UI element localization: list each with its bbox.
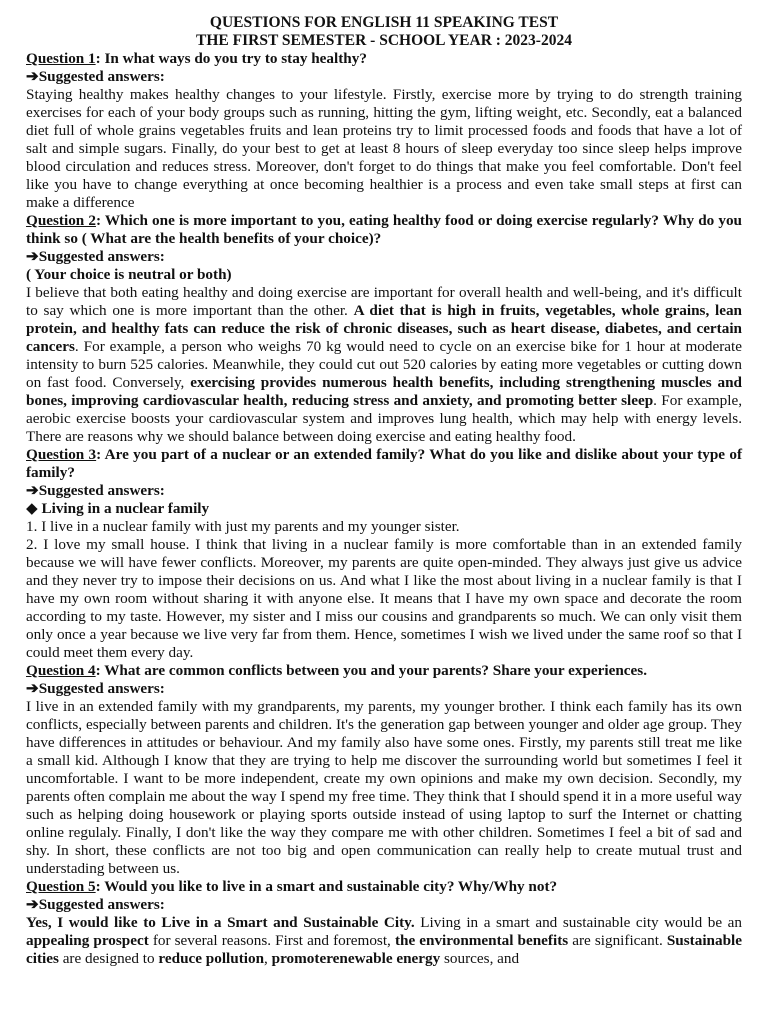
answer-5-part-5: , [264, 950, 272, 967]
question-4-number: Question 4 [26, 662, 96, 679]
answer-1: Staying healthy makes healthy changes to your lifestyle. Firstly, exercise more by trying to do strength training exercises for each of your body groups such as running, hitting the gym, lifting weight, etc. Secondly, eat a balanced diet full of whole grains vegetables fruits and lean proteins try to limit processed foods and foods that have a lot of salt and simple sugars. Finally, do your best to get at least 8 hours of sleep everyday too since sleep helps improve blood circulation and reduces stress. Moreover, don't forget to do things that make you feel comfortable. Don't feel like you have to change everything at once becoming healthier is a process and even take small steps at first can make a difference [26, 86, 742, 211]
bullet-nuclear-family: ◆ Living in a nuclear family [26, 500, 210, 517]
question-2 [26, 212, 742, 248]
answer-5-part-4: are designed to [58, 950, 159, 967]
answer-2-part-1: I believe that both eating healthy and doing exercise are important for overall health and well-being, and it's difficult to say which one is more important than the other. [26, 284, 742, 319]
question-3-number: Question 3 [26, 446, 97, 463]
answer-3-item-1: 1. I live in a nuclear family with just my parents and my younger sister. [26, 518, 460, 535]
answer-4: I live in an extended family with my grandparents, my parents, my younger brother. I think each family has its own conflicts, especially between parents and children. It's the generation gap between younger and older age group. They have differences in attitudes or behaviour. And my family also have some ones. Firstly, my parents still treat me like a small kid. Although I know that they are trying to help me discover the surrounding world but sometimes I feel it uncomfortable. I want to be more independent, create my own opinions and make my own decision. Secondly, my parents often complain me about the way I spend my free time. They think that I should spend it in a more useful way such as helping doing housework or playing sports outside instead of using laptop to surf the Internet or chatting online regulaly. Finally, I don't like the way they compare me with other children. Sometimes I feel a bit of sad and shy. In short, these conflicts are not too big and open communication can really help to create mutual trust and understading between us. [26, 698, 742, 877]
suggested-answers-label-5: ➔Suggested answers: [26, 896, 165, 913]
answer-5 [26, 914, 742, 968]
question-4-text: : What are common conflicts between you and your parents? Share your experiences. [95, 662, 647, 679]
question-5 [26, 878, 742, 896]
answer-3-item-2: 2. I love my small house. I think that living in a nuclear family is more comfortable than in an extended family because we will have fewer conflicts. Moreover, my parents are quite open-minded. They always just give us advice and they never try to impose their decisions on us. And what I like the most about living in a nuclear family is that I have my own room without sharing it with anyone else. It means that I have my own space and decorate the room according to my taste. However, my sister and I miss our cousins and grandparents so much. We can only visit them only once a year because we live very far from them. Hence, sometimes I wish we lived under the same roof so that I could meet them every day. [26, 536, 742, 661]
question-1-text: : In what ways do you try to stay healthy? [95, 50, 367, 67]
answer-2 [26, 284, 742, 446]
answer-5-part-1: Living in a smart and sustainable city would be an [414, 914, 742, 931]
answer-2-bold-1: A diet that is high in fruits, vegetables, whole grains, lean protein, and healthy fats can reduce the risk of chronic diseases, such as heart disease, diabetes, and certain cancers [26, 302, 742, 355]
answer-2-part-3: . For example, aerobic exercise boosts your cardiovascular system and improves lung health, which may help with energy levels. There are reasons why we should balance between doing exercise and eating healthy food. [26, 392, 742, 445]
answer-2-bold-2: exercising provides numerous health benefits, including strengthening muscles and bones, improving cardiovascular health, reducing stress and anxiety, and promoting better sleep [26, 374, 742, 409]
answer-5-bold-5: reduce pollution [158, 950, 265, 967]
suggested-answers-label-4: ➔Suggested answers: [26, 680, 165, 697]
suggested-answers-label-1: ➔Suggested answers: [26, 68, 165, 85]
question-5-text: : Would you like to live in a smart and sustainable city? Why/Why not? [95, 878, 558, 895]
choice-note: ( Your choice is neutral or both) [26, 266, 232, 283]
answer-5-part-6: sources, and [440, 950, 520, 967]
question-3-text: : Are you part of a nuclear or an extended family? What do you like and dislike about your type of family? [26, 446, 742, 481]
question-1 [26, 50, 742, 68]
document-title-line-1: QUESTIONS FOR ENGLISH 11 SPEAKING TEST [209, 14, 559, 31]
answer-2-part-2: . For example, a person who weighs 70 kg would need to cycle on an exercise bike for 1 hour at moderate intensity to burn 525 calories. Meanwhile, they could cut out 520 calories by eating more vegetables or cutting down on fast food. Conversely, [26, 338, 742, 391]
answer-5-bold-1: Yes, I would like to Live in a Smart and Sustainable City. [26, 914, 415, 931]
question-2-number: Question 2 [26, 212, 96, 229]
answer-5-bold-4: Sustainable cities [26, 932, 742, 967]
question-1-number: Question 1 [26, 50, 96, 67]
answer-5-part-3: are significant. [568, 932, 667, 949]
question-2-text: : Which one is more important to you, eating healthy food or doing exercise regularly? Why do you think so ( What are the health benefits of your choice)? [26, 212, 742, 247]
answer-5-bold-3: the environmental benefits [394, 932, 569, 949]
suggested-answers-label-3: ➔Suggested answers: [26, 482, 165, 499]
suggested-answers-label-2: ➔Suggested answers: [26, 248, 165, 265]
answer-5-bold-2: appealing prospect [26, 932, 149, 949]
answer-5-part-2: for several reasons. First and foremost, [148, 932, 395, 949]
question-3 [26, 446, 742, 482]
question-4 [26, 662, 742, 680]
answer-5-bold-6: promoterenewable energy [271, 950, 441, 967]
question-5-number: Question 5 [26, 878, 96, 895]
document-title-line-2: THE FIRST SEMESTER - SCHOOL YEAR : 2023-2024 [196, 32, 572, 49]
